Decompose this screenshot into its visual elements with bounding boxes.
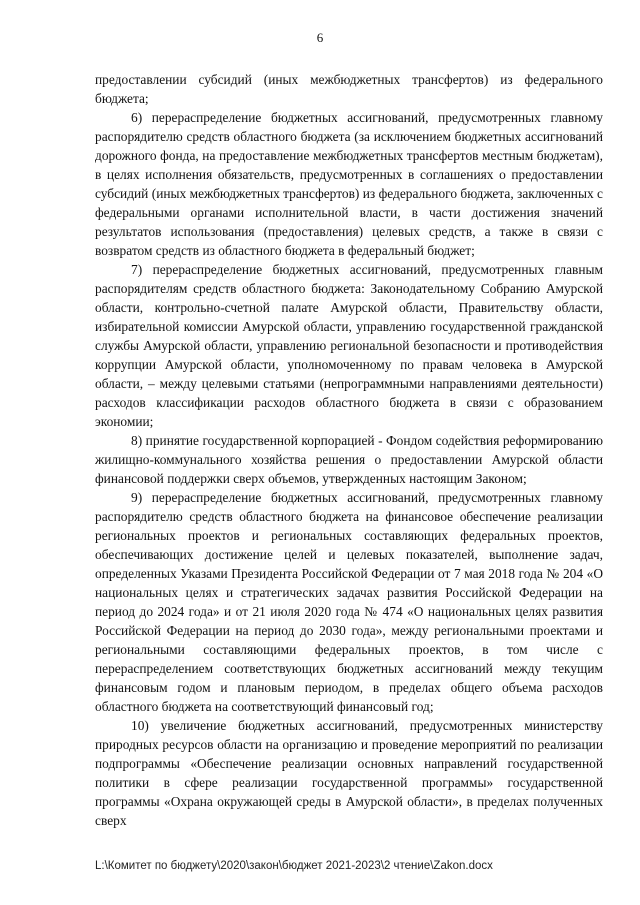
page-number: 6: [316, 30, 324, 45]
paragraph-item-9: 9) перераспределение бюджетных ассигнований, предусмотренных главному распорядителю средств областного бюджета на финансовое обеспечение реализации региональных проектов и региональных составляющих федеральных проектов, обеспечивающих достижение целей и целевых показателей, выполнение задач, определенных Указами Президента Российской Федерации от 7 мая 2018 года № 204 «О национальных целях и стратегических задачах развития Российской Федерации на период до 2024 года» и от 21 июля 2020 года № 474 «О национальных целях развития Российской Федерации на период до 2030 года», между региональными проектами и региональными составляющими федеральных проектов, в том числе с перераспределением соответствующих бюджетных ассигнований между текущим финансовым годом и плановым периодом, в пределах общего объема расходов областного бюджета на соответствующий финансовый год;: [95, 490, 603, 714]
paragraph-continuation: предоставлении субсидий (иных межбюджетных трансфертов) из федерального бюджета;: [95, 72, 603, 106]
paragraph-item-10: 10) увеличение бюджетных ассигнований, предусмотренных министерству природных ресурсов области на организацию и проведение мероприятий по реализации подпрограммы «Обеспечение реализации основных направлений государственной политики в сфере реализации государственной программы» государственной программы «Охрана окружающей среды в Амурской области», в пределах полученных сверх: [95, 718, 603, 828]
paragraph-item-6: 6) перераспределение бюджетных ассигнований, предусмотренных главному распорядителю средств областного бюджета (за исключением бюджетных ассигнований дорожного фонда, на предоставление межбюджетных трансфертов местным бюджетам), в целях исполнения обязательств, предусмотренных в соглашениях о предоставлении субсидий (иных межбюджетных трансфертов) из федерального бюджета, заключенных с федеральными органами исполнительной власти, в части достижения значений результатов использования (предоставления) целевых средств, а также в связи с возвратом средств из областного бюджета в федеральный бюджет;: [95, 110, 603, 258]
paragraph-item-7: 7) перераспределение бюджетных ассигнований, предусмотренных главным распорядителям средств областного бюджета: Законодательному Собранию Амурской области, контрольно-счетной палате Амурской области, Правительству области, избирательной комиссии Амурской области, управлению государственной гражданской службы Амурской области, управлению региональной безопасности и противодействия коррупции Амурской области, уполномоченному по правам человека в Амурской области, – между целевыми статьями (непрограммными направлениями деятельности) расходов классификации расходов областного бюджета в связи с образованием экономии;: [95, 262, 603, 429]
paragraph-item-8: 8) принятие государственной корпорацией - Фондом содействия реформированию жилищно-коммунального хозяйства решения о предоставлении Амурской области финансовой поддержки сверх объемов, утвержденных настоящим Законом;: [95, 433, 603, 486]
footer-file-path: L:\Комитет по бюджету\2020\закон\бюджет 2021-2023\2 чтение\Zakon.docx: [95, 860, 493, 872]
document-body: [95, 70, 603, 830]
